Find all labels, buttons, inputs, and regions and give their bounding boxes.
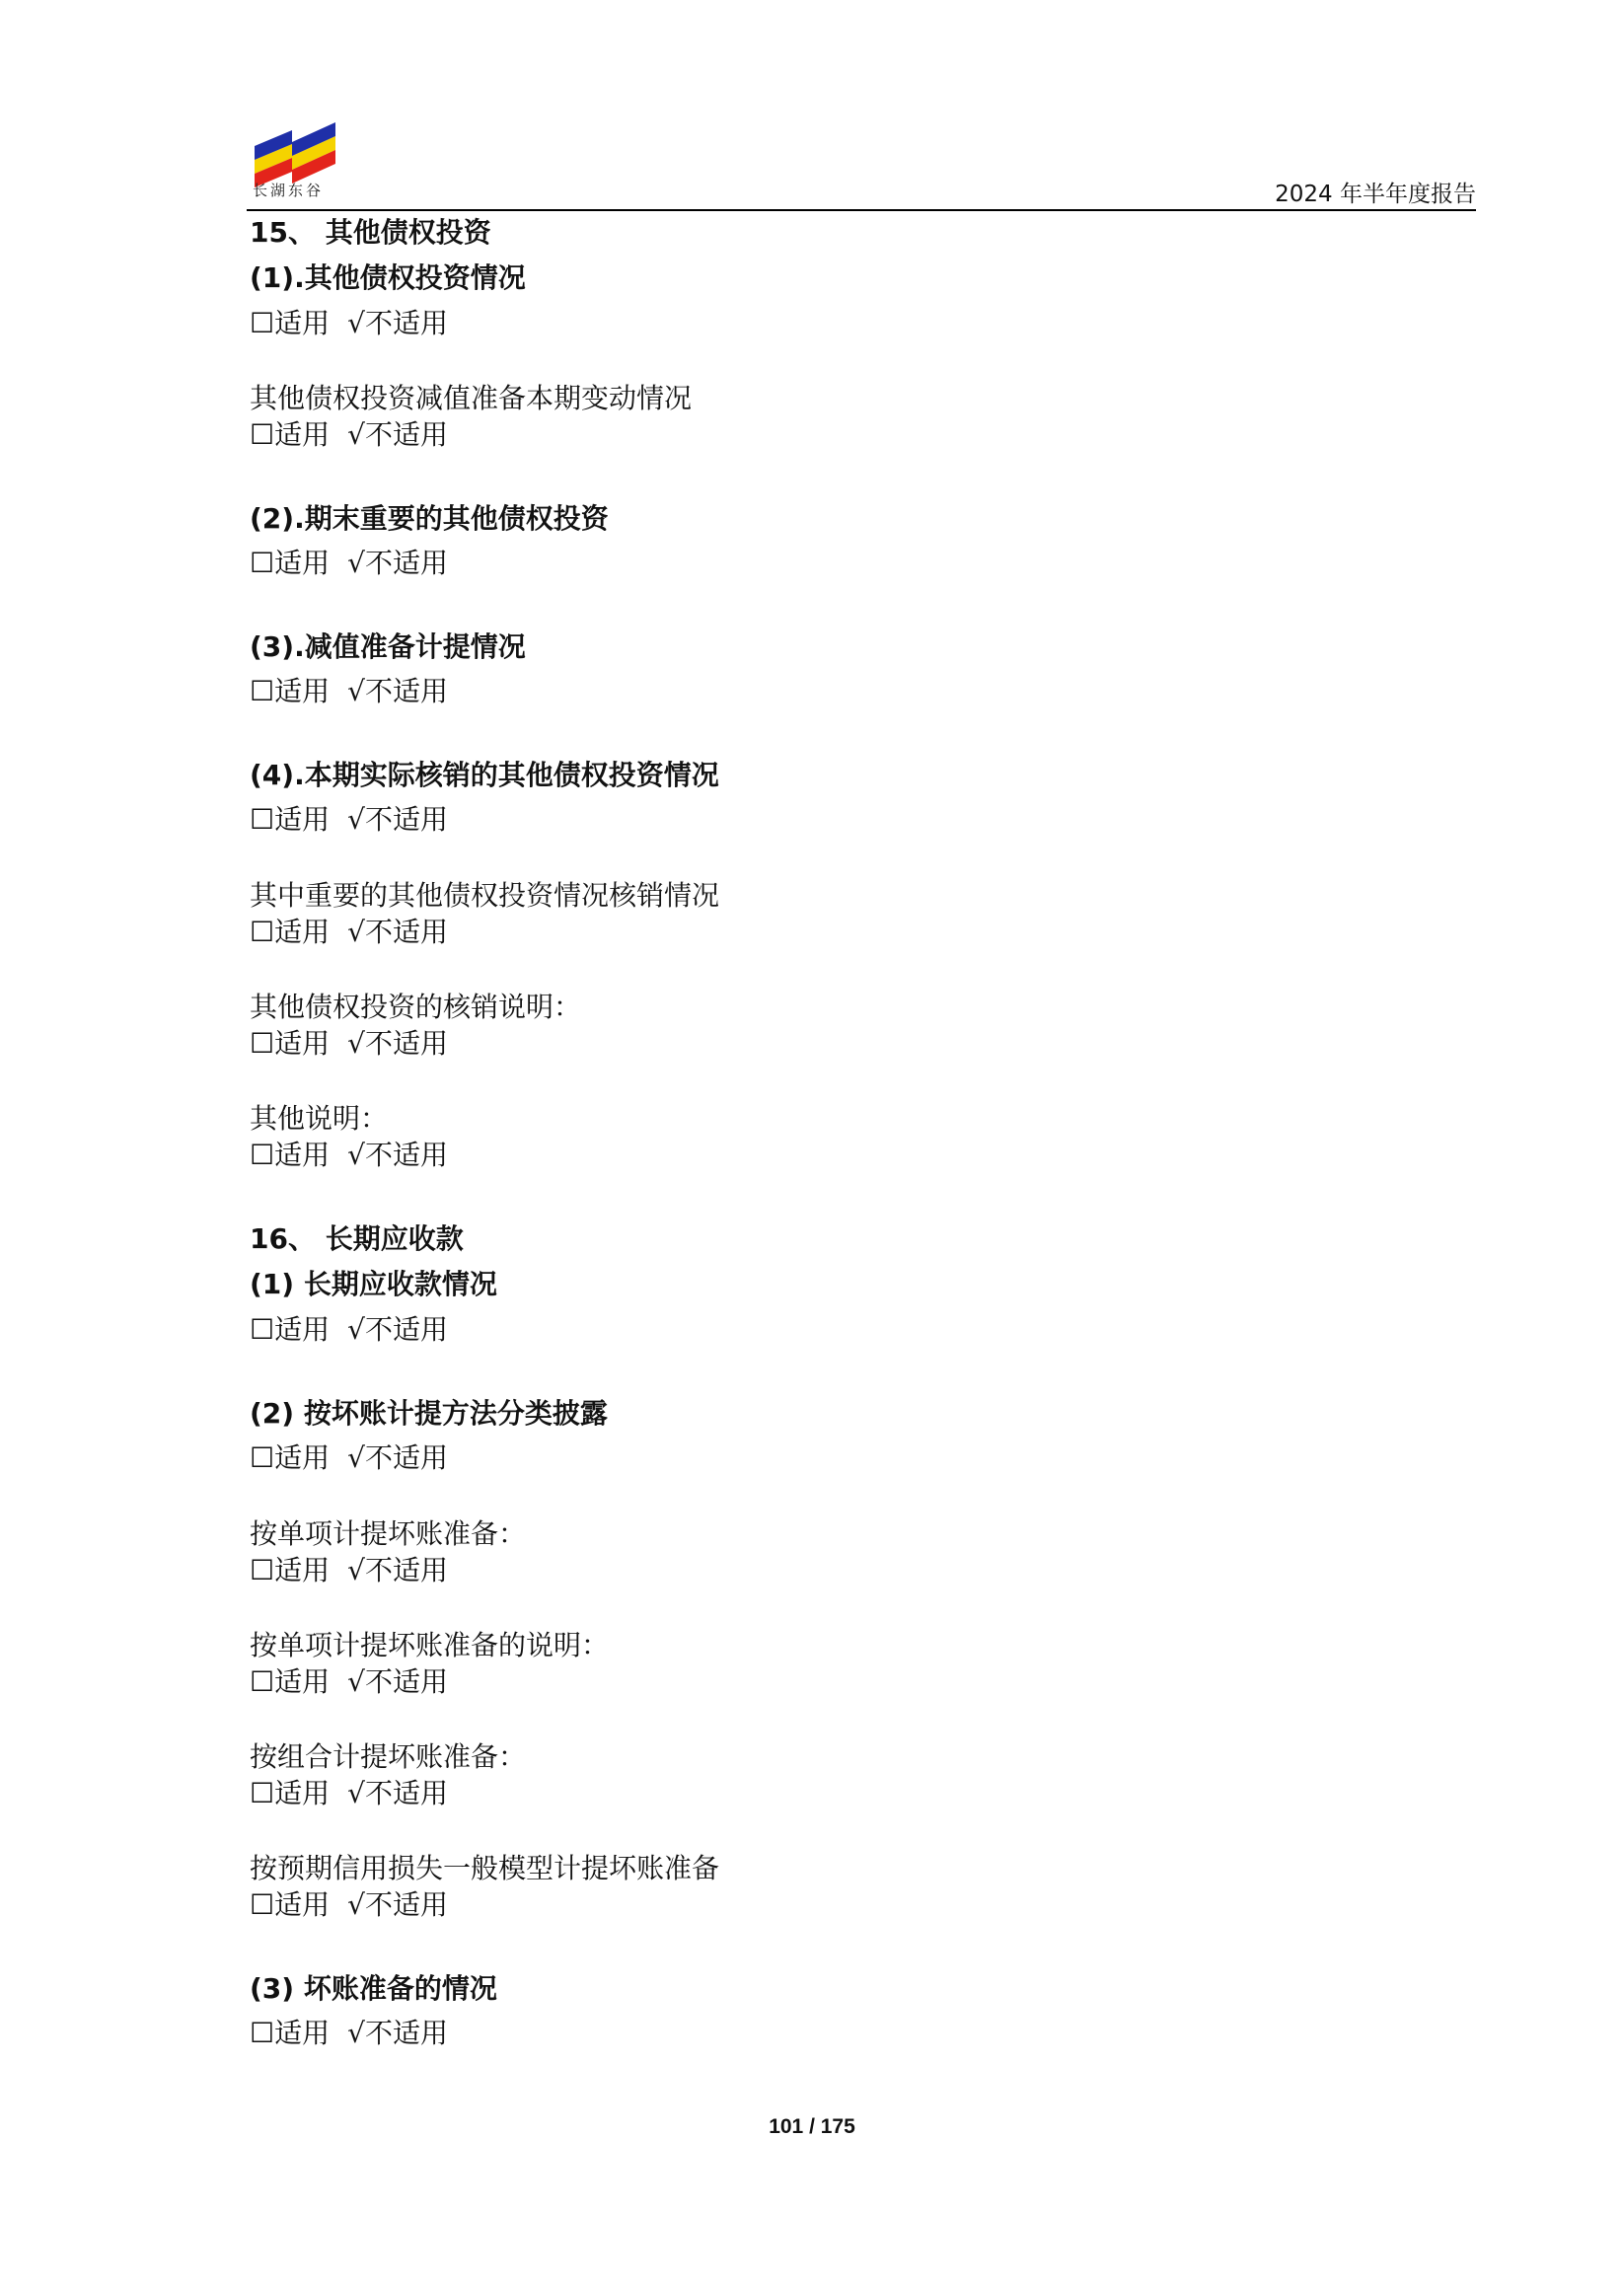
not-applicable-option: √不适用 — [347, 307, 448, 339]
applicable-option: ☐适用 — [250, 418, 331, 451]
applicable-option: ☐适用 — [250, 1139, 331, 1171]
applicable-option: ☐适用 — [250, 547, 331, 579]
paragraph-text: 按预期信用损失一般模型计提坏账准备 — [250, 1852, 720, 1884]
applicability-row — [250, 1553, 448, 1588]
paragraph-text: 按组合计提坏账准备： — [250, 1740, 527, 1773]
applicable-option: ☐适用 — [250, 307, 331, 339]
not-applicable-option: √不适用 — [347, 1441, 448, 1474]
subsection-heading: (1).其他债权投资情况 — [250, 261, 526, 294]
not-applicable-option: √不适用 — [347, 1139, 448, 1171]
applicability-row — [250, 1026, 448, 1062]
applicability-row — [250, 2016, 448, 2051]
not-applicable-option: √不适用 — [347, 1888, 448, 1921]
paragraph-text: 其中重要的其他债权投资情况核销情况 — [250, 879, 720, 912]
applicable-option: ☐适用 — [250, 1027, 331, 1060]
not-applicable-option: √不适用 — [347, 1554, 448, 1586]
applicable-option: ☐适用 — [250, 1313, 331, 1346]
applicability-row — [250, 915, 448, 950]
section-heading: 15、 其他债权投资 — [250, 216, 491, 249]
applicability-row — [250, 417, 448, 453]
logo-text: 长湖东谷 — [253, 182, 325, 199]
not-applicable-option: √不适用 — [347, 418, 448, 451]
page-number: 101 / 175 — [769, 2115, 855, 2138]
subsection-heading: (3).减值准备计提情况 — [250, 630, 526, 663]
not-applicable-option: √不适用 — [347, 1313, 448, 1346]
applicable-option: ☐适用 — [250, 1888, 331, 1921]
applicable-option: ☐适用 — [250, 1554, 331, 1586]
not-applicable-option: √不适用 — [347, 803, 448, 836]
applicability-row — [250, 1312, 448, 1348]
applicability-row — [250, 802, 448, 838]
paragraph-text: 其他债权投资的核销说明： — [250, 991, 582, 1023]
not-applicable-option: √不适用 — [347, 2017, 448, 2049]
not-applicable-option: √不适用 — [347, 916, 448, 948]
report-title: 2024 年半年度报告 — [1275, 182, 1476, 207]
subsection-heading: (2).期末重要的其他债权投资 — [250, 502, 609, 535]
not-applicable-option: √不适用 — [347, 675, 448, 707]
applicability-row — [250, 1887, 448, 1923]
subsection-heading: (4).本期实际核销的其他债权投资情况 — [250, 759, 719, 791]
paragraph-text: 按单项计提坏账准备的说明： — [250, 1629, 610, 1661]
not-applicable-option: √不适用 — [347, 1027, 448, 1060]
applicable-option: ☐适用 — [250, 2017, 331, 2049]
applicability-row — [250, 1664, 448, 1700]
not-applicable-option: √不适用 — [347, 547, 448, 579]
not-applicable-option: √不适用 — [347, 1777, 448, 1809]
applicable-option: ☐适用 — [250, 803, 331, 836]
applicability-row — [250, 306, 448, 341]
applicability-row — [250, 546, 448, 581]
paragraph-text: 其他说明： — [250, 1102, 389, 1135]
header-rule — [247, 209, 1476, 211]
applicable-option: ☐适用 — [250, 1441, 331, 1474]
applicability-row — [250, 1138, 448, 1173]
not-applicable-option: √不适用 — [347, 1665, 448, 1698]
applicable-option: ☐适用 — [250, 1777, 331, 1809]
subsection-heading: (1) 长期应收款情况 — [250, 1268, 497, 1300]
subsection-heading: (2) 按坏账计提方法分类披露 — [250, 1397, 608, 1430]
section-heading: 16、 长期应收款 — [250, 1222, 464, 1255]
applicable-option: ☐适用 — [250, 916, 331, 948]
applicable-option: ☐适用 — [250, 675, 331, 707]
paragraph-text: 按单项计提坏账准备： — [250, 1517, 527, 1550]
subsection-heading: (3) 坏账准备的情况 — [250, 1972, 497, 2005]
applicable-option: ☐适用 — [250, 1665, 331, 1698]
applicability-row — [250, 1776, 448, 1811]
applicability-row — [250, 674, 448, 709]
paragraph-text: 其他债权投资减值准备本期变动情况 — [250, 382, 693, 414]
applicability-row — [250, 1440, 448, 1476]
